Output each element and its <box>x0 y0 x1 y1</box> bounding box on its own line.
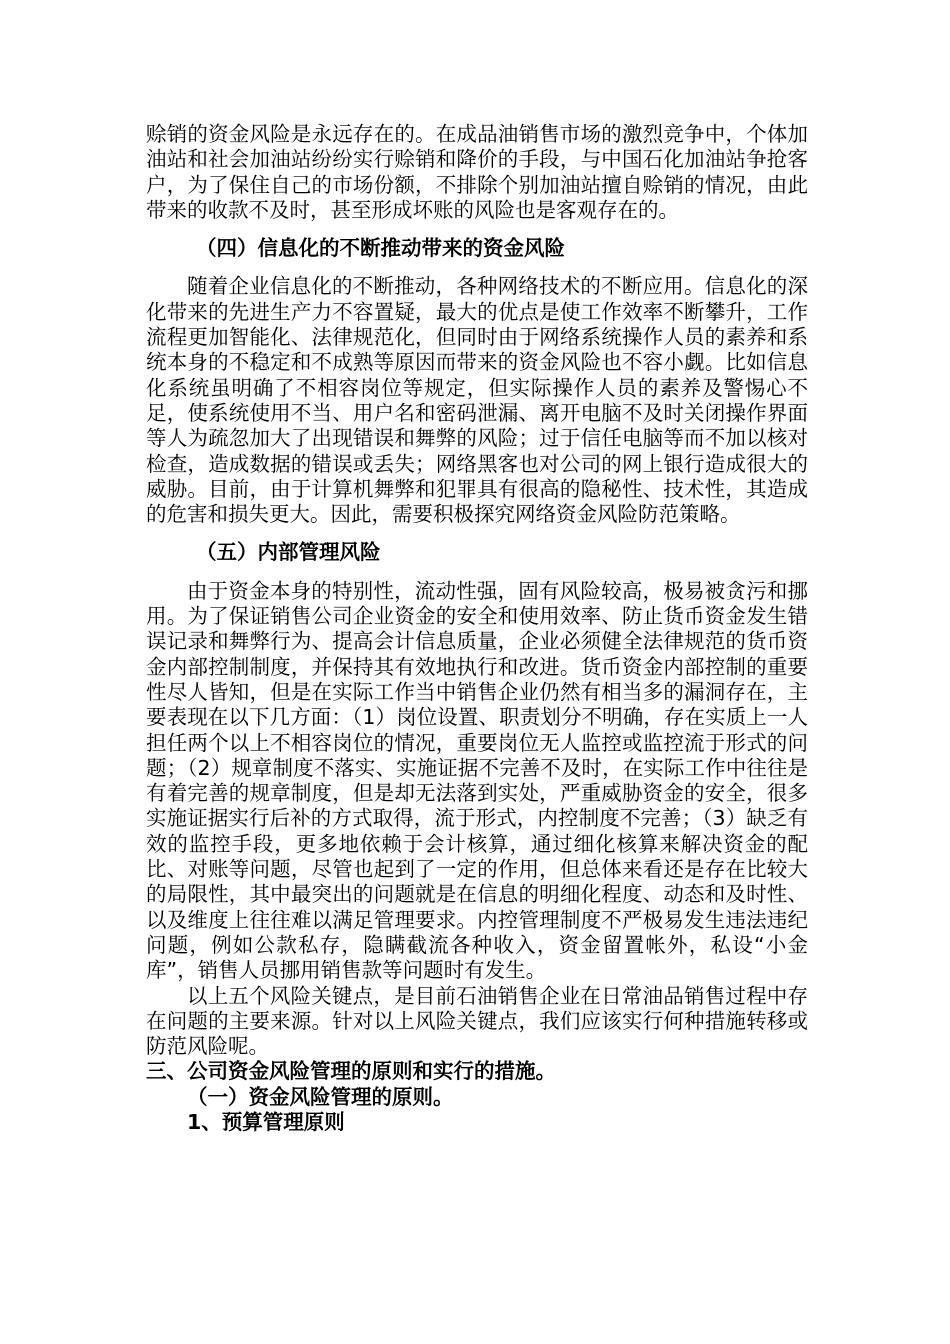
heading-section-three: 三、公司资金风险管理的原则和实行的措施。 <box>146 1059 556 1084</box>
paragraph-internal-management-risk: 由于资金本身的特别性，流动性强，固有风险较高，极易被贪污和挪用。为了保证销售公司企业资金的安全和使用效率、防止货币资金发生错误记录和舞弊行为、提高会计信息质量，企业必须健全法律规范的货币资金内部控制制度，并保持其有效地执行和改进。货币资金内部控制的重要性尽人皆知，但是在实际工作当中销售企业仍然有相当多的漏洞存在，主要表现在以下几方面：（1）岗位设置、职责划分不明确，存在实质上一人担任两个以上不相容岗位的情况，重要岗位无人监控或监控流于形式的问题；（2）规章制度不落实、实施证据不完善不及时，在实际工作中往往是有着完善的规章制度，但是却无法落到实处，严重威胁资金的安全，很多实施证据实行后补的方式取得，流于形式，内控制度不完善；（3）缺乏有效的监控手段，更多地依赖于会计核算，通过细化核算来解决资金的配比、对账等问题，尽管也起到了一定的作用，但总体来看还是存在比较大的局限性，其中最突出的问题就是在信息的明细化程度、动态和及时性、以及维度上往往难以满足管理要求。内控管理制度不严极易发生违法违纪问题，例如公款私存，隐瞒截流各种收入，资金留置帐外，私设“小金库”，销售人员挪用销售款等问题时有发生。 <box>146 578 808 983</box>
spacer <box>146 261 808 274</box>
spacer <box>146 223 808 236</box>
heading-informatization-risk: （四）信息化的不断推动带来的资金风险 <box>196 236 565 261</box>
heading-internal-management-risk: （五）内部管理风险 <box>196 540 381 565</box>
heading-budget-principle: 1、预算管理原则 <box>187 1109 345 1134</box>
spacer <box>146 527 808 540</box>
heading-principles: （一）资金风险管理的原则。 <box>187 1084 454 1109</box>
paragraph-risk-summary: 以上五个风险关键点，是目前石油销售企业在日常油品销售过程中存在问题的主要来源。针对以上风险关键点，我们应该实行何种措施转移或防范风险呢。 <box>146 983 808 1059</box>
spacer <box>146 566 808 579</box>
paragraph-informatization-risk: 随着企业信息化的不断推动，各种网络技术的不断应用。信息化的深化带来的先进生产力不容置疑，最大的优点是使工作效率不断攀升，工作流程更加智能化、法律规范化，但同时由于网络系统操作人员的素养和系统本身的不稳定和不成熟等原因而带来的资金风险也不容小觑。比如信息化系统虽明确了不相容岗位等规定，但实际操作人员的素养及警惕心不足，使系统使用不当、用户名和密码泄漏、离开电脑不及时关闭操作界面等人为疏忽加大了出现错误和舞弊的风险；过于信任电脑等而不加以核对检查，造成数据的错误或丢失；网络黑客也对公司的网上银行造成很大的威胁。目前，由于计算机舞弊和犯罪具有很高的隐秘性、技术性，其造成的危害和损失更大。因此，需要积极探究网络资金风险防范策略。 <box>146 274 808 527</box>
document-page <box>146 122 808 1135</box>
paragraph-credit-sales-risk: 赊销的资金风险是永远存在的。在成品油销售市场的激烈竞争中，个体加油站和社会加油站纷纷实行赊销和降价的手段，与中国石化加油站争抢客户，为了保住自己的市场份额，不排除个别加油站擅自赊销的情况，由此带来的收款不及时，甚至形成坏账的风险也是客观存在的。 <box>146 122 808 222</box>
